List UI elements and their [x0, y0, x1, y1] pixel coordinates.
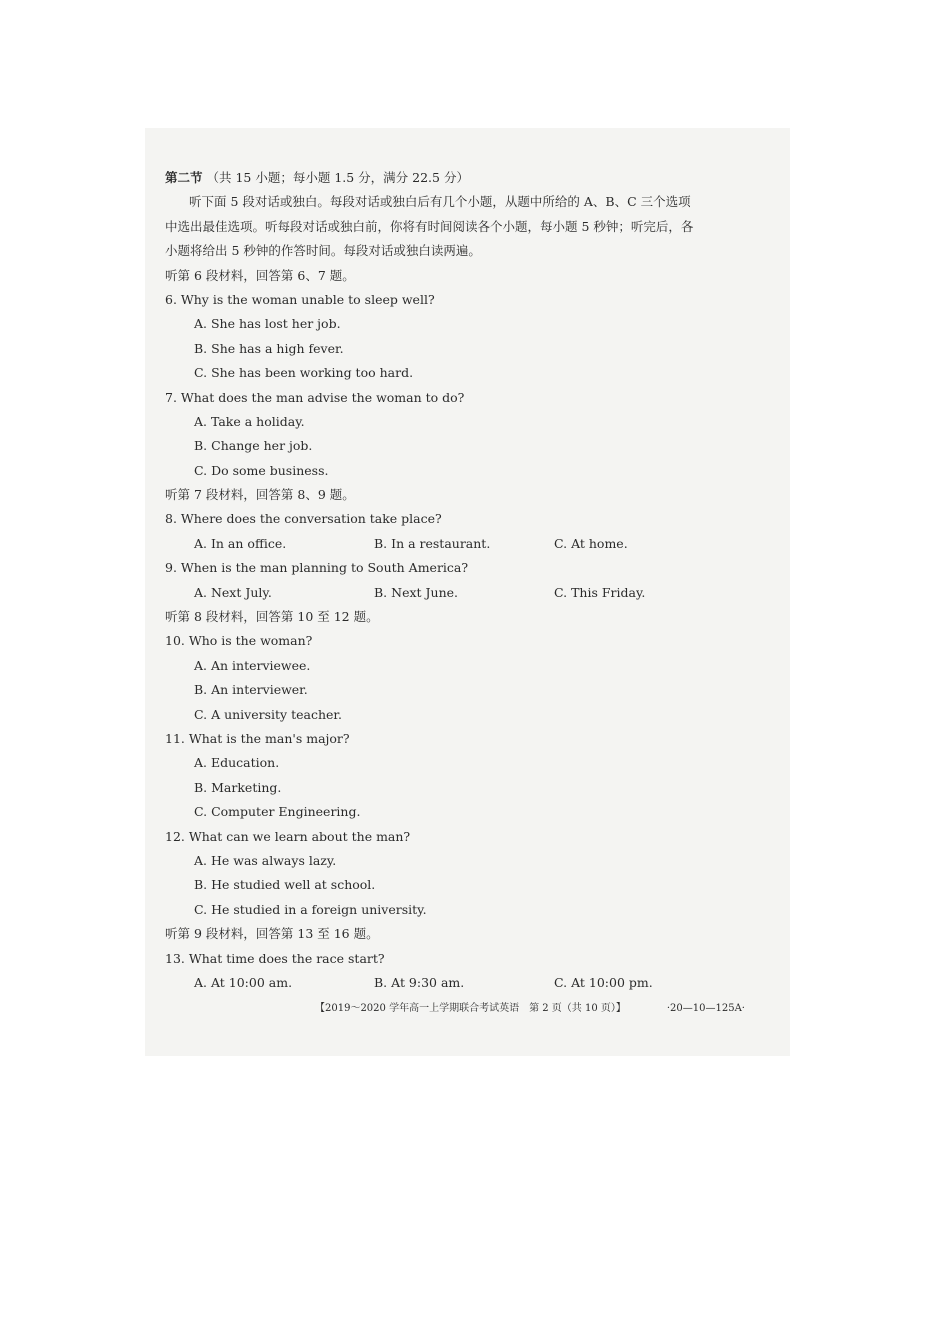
- footer-code: ·20—10—125A·: [666, 1003, 745, 1015]
- question-stem: 13. What time does the race start?: [165, 950, 385, 966]
- option: A. Next July.: [194, 584, 272, 600]
- group-heading: 听第 7 段材料，回答第 8、9 题。: [165, 487, 355, 503]
- question-stem: 7. What does the man advise the woman to do?: [165, 389, 465, 405]
- question-stem: 8. Where does the conversation take place?: [165, 511, 442, 527]
- option-row: [165, 532, 745, 556]
- footer-page-info: 【2019～2020 学年高一上学期联合考试英语 第 2 页（共 10 页）】: [315, 1003, 626, 1015]
- option: B. Next June.: [374, 584, 458, 600]
- section-title: 第二节: [165, 170, 203, 185]
- instructions-line: 听下面 5 段对话或独白。每段对话或独白后有几个小题，从题中所给的 A、B、C 三个选项: [189, 194, 691, 210]
- section-scoring: （共 15 小题；每小题 1.5 分，满分 22.5 分）: [206, 170, 469, 185]
- group-heading: 听第 6 段材料，回答第 6、7 题。: [165, 267, 355, 283]
- option: C. She has been working too hard.: [194, 365, 414, 381]
- instructions-line: 小题将给出 5 秒钟的作答时间。每段对话或独白读两遍。: [165, 243, 481, 259]
- option: B. At 9:30 am.: [374, 974, 465, 990]
- option: C. Do some business.: [194, 462, 329, 478]
- option: C. This Friday.: [554, 584, 646, 600]
- question-stem: 12. What can we learn about the man?: [165, 828, 411, 844]
- option: B. She has a high fever.: [194, 340, 344, 356]
- option: C. A university teacher.: [194, 706, 342, 722]
- group-heading: 听第 9 段材料，回答第 13 至 16 题。: [165, 926, 379, 942]
- option: A. An interviewee.: [194, 657, 311, 673]
- option: C. Computer Engineering.: [194, 804, 361, 820]
- option: A. In an office.: [194, 535, 287, 551]
- option: A. She has lost her job.: [194, 316, 341, 332]
- option: C. At home.: [554, 535, 628, 551]
- option-row: [165, 581, 745, 605]
- question-stem: 9. When is the man planning to South America?: [165, 560, 469, 576]
- option: A. Take a holiday.: [194, 413, 305, 429]
- option: A. At 10:00 am.: [194, 974, 293, 990]
- option: B. He studied well at school.: [194, 877, 376, 893]
- instructions-line: 中选出最佳选项。听每段对话或独白前，你将有时间阅读各个小题，每小题 5 秒钟；听完后，各: [165, 218, 694, 234]
- option: B. In a restaurant.: [374, 535, 491, 551]
- option: A. He was always lazy.: [194, 852, 337, 868]
- question-stem: 11. What is the man's major?: [165, 730, 350, 746]
- group-heading: 听第 8 段材料，回答第 10 至 12 题。: [165, 609, 379, 625]
- exam-content: [165, 166, 745, 1022]
- option: C. At 10:00 pm.: [554, 974, 653, 990]
- question-stem: 6. Why is the woman unable to sleep well?: [165, 291, 435, 307]
- option: B. Change her job.: [194, 438, 313, 454]
- section-header: [165, 166, 745, 190]
- page-footer: [165, 997, 745, 1021]
- option: C. He studied in a foreign university.: [194, 901, 427, 917]
- question-stem: 10. Who is the woman?: [165, 633, 313, 649]
- option: B. Marketing.: [194, 779, 282, 795]
- option: A. Education.: [194, 755, 280, 771]
- option: B. An interviewer.: [194, 682, 308, 698]
- option-row: [165, 971, 745, 995]
